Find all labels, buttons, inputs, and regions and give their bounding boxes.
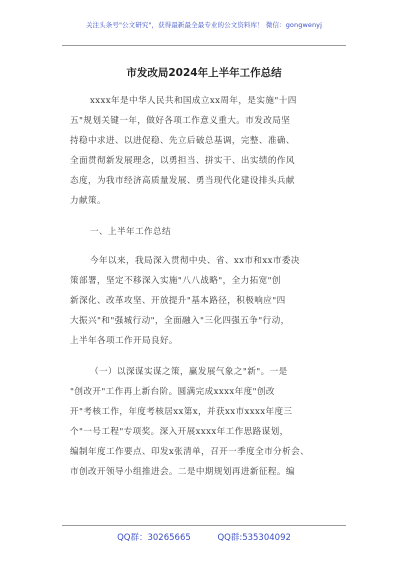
paragraph-line: 编制年度工作要点、印发x张清单，召开一季度全市分析会、 — [70, 447, 310, 457]
section-heading: 一、上半年工作总结 — [90, 227, 171, 237]
paragraph-line: 市创改开领导小组推进会。二是中期规划再进新征程。编 — [70, 467, 295, 477]
paragraph-line: 策部署，坚定不移深入实施"八八战略"，全力拓宽"创 — [70, 276, 281, 286]
paragraph-line: 五"规划关键一年，做好各项工作意义重大。市发改局坚 — [70, 116, 291, 126]
paragraph-line: （一）以深谋实谋之策，赢发展气象之"新"。一是 — [90, 367, 288, 377]
header-banner: 关注头条号"公文研究"，获得最新最全最专业的公文资料库！ 微信：gongwenyj — [85, 21, 323, 29]
paragraph-line: 新深化、改革攻坚、开放提升"基本路径，积极响应"四 — [70, 296, 286, 306]
paragraph-line: 态度，为我市经济高质量发展、勇当现代化建设排头兵献 — [70, 176, 295, 186]
footer — [0, 531, 408, 543]
paragraph-line: 持稳中求进、以进促稳、先立后破总基调，完整、准确、 — [70, 136, 295, 146]
header-divider — [62, 45, 346, 46]
paragraph-line: 全面贯彻新发展理念，以勇担当、拼实干、出实绩的作风 — [70, 156, 295, 166]
paragraph-line: 个"一号工程"专项奖。深入开展xxxx年工作思路谋划， — [70, 427, 289, 437]
paragraph-line: 力献策。 — [70, 196, 106, 206]
point-paragraph — [70, 362, 338, 482]
footer-divider — [62, 525, 346, 526]
paragraph-line: "创改开"工作再上新台阶。圆满完成xxxx年度"创改 — [70, 387, 275, 397]
paragraph-line: 开"考核工作，年度考核居xx第x，并获xx市xxxx年度三 — [70, 407, 293, 417]
overview-paragraph — [70, 251, 338, 351]
paragraph-line: 上半年各项工作开局良好。 — [70, 336, 178, 346]
paragraph-line: xxxx年是中华人民共和国成立xx周年，是实施"十四 — [90, 96, 297, 106]
document-body — [70, 91, 338, 482]
paragraph-line: 今年以来，我局深入贯彻中央、省、xx市和xx市委决 — [90, 256, 300, 266]
document-title: 市发改局2024年上半年工作总结 — [126, 67, 282, 79]
footer-qq-group-2: QQ群:535304092 — [217, 533, 291, 543]
intro-paragraph — [70, 91, 338, 211]
paragraph-line: 大振兴"和"强城行动"，全面融入"三化四强五争"行动， — [70, 316, 290, 326]
footer-qq-group-1: QQ群：30265665 — [117, 533, 191, 543]
